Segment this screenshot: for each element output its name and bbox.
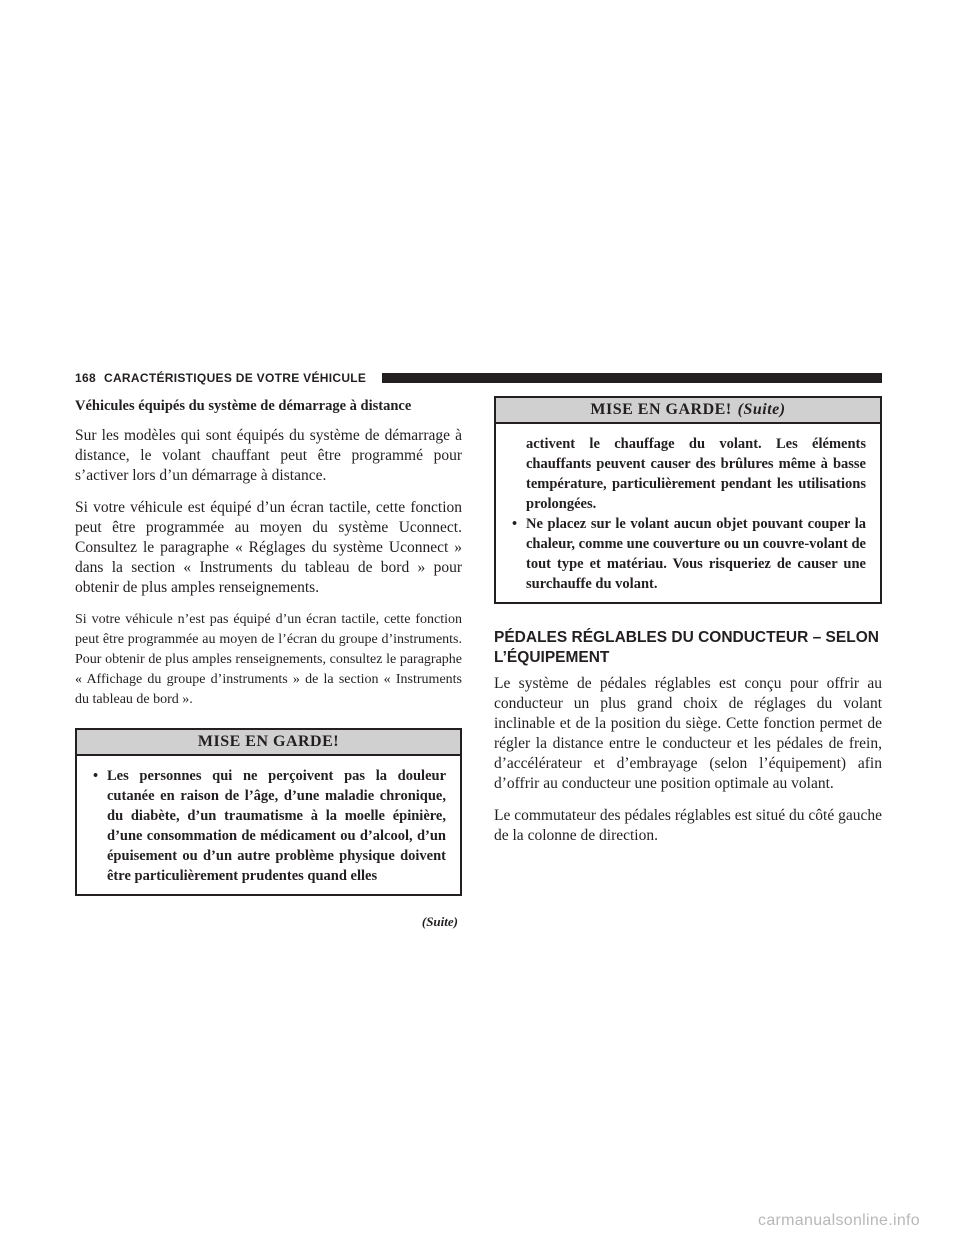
bullet-icon: • — [512, 516, 518, 532]
warning-body — [496, 424, 880, 602]
paragraph: Si votre véhicule n’est pas équipé d’un écran tactile, cette fonction peut être programmée au moyen de l’écran du groupe d’instruments. Pour obtenir de plus amples renseignements, consultez le paragraphe « Affichage du groupe d’instruments » de la section « Instruments du tableau de bord ». — [75, 612, 462, 707]
warning-title-text: MISE EN GARDE! — [590, 401, 732, 418]
warning-item — [510, 514, 866, 594]
warning-title — [496, 398, 880, 424]
section-heading-adjustable-pedals: PÉDALES RÉGLABLES DU CONDUCTEUR – SELON L’ÉQUIPEMENT — [494, 629, 879, 666]
header-rule — [382, 373, 882, 383]
warning-item — [91, 766, 446, 886]
continued-note: (Suite) — [421, 914, 458, 929]
paragraph: Le système de pédales réglables est conçu pour offrir au conducteur un plus grand choix de réglages du volant inclinable et de la position du siège. Cette fonction permet de régler la distance entre le conducteur et les pédales de frein, d’accélérateur et d’embrayage (selon l’équipement) afin d’offrir au conducteur une position optimale au volant. — [494, 675, 882, 792]
warning-title-suffix: (Suite) — [737, 401, 786, 418]
warning-continuation: activent le chauffage du volant. Les éléments chauffants peuvent causer des brûlures même à basse température, particulièrement pendant les utilisations prolongées. — [526, 436, 866, 512]
warning-item-text: Les personnes qui ne perçoivent pas la douleur cutanée en raison de l’âge, d’une maladie chronique, du diabète, d’un traumatisme à la moelle épinière, d’une consommation de médicament ou d’alcool, d’un épuisement ou d’un autre problème physique doivent être particulièrement prudentes quand elles — [107, 768, 446, 884]
bullet-icon: • — [93, 768, 99, 784]
warning-item-text: Ne placez sur le volant aucun objet pouvant couper la chaleur, comme une couverture ou un couvre-volant de tout type et matériau. Vous risqueriez de causer une surchauffe du volant. — [526, 516, 866, 592]
watermark: carmanualsonline.info — [758, 1212, 920, 1229]
paragraph: Si votre véhicule est équipé d’un écran tactile, cette fonction peut être programmée au moyen du système Uconnect. Consultez le paragraphe « Réglages du système Uconnect » dans la section « Instruments du tableau de bord » pour obtenir de plus amples renseignements. — [75, 499, 462, 596]
warning-box-continued — [494, 396, 882, 604]
right-column — [494, 396, 882, 858]
page-number: 168 — [75, 371, 96, 385]
section-title: CARACTÉRISTIQUES DE VOTRE VÉHICULE — [104, 371, 367, 385]
warning-title-text: MISE EN GARDE! — [197, 733, 340, 750]
warning-box — [75, 728, 462, 896]
subheading-remote-start: Véhicules équipés du système de démarrage à distance — [75, 398, 412, 414]
paragraph: Sur les modèles qui sont équipés du système de démarrage à distance, le volant chauffant peut être programmé pour s’activer lors d’un démarrage à distance. — [75, 427, 462, 484]
left-column — [75, 396, 462, 930]
warning-body — [77, 756, 460, 894]
paragraph: Le commutateur des pédales réglables est situé du côté gauche de la colonne de direction. — [494, 807, 882, 844]
warning-title — [77, 730, 460, 756]
